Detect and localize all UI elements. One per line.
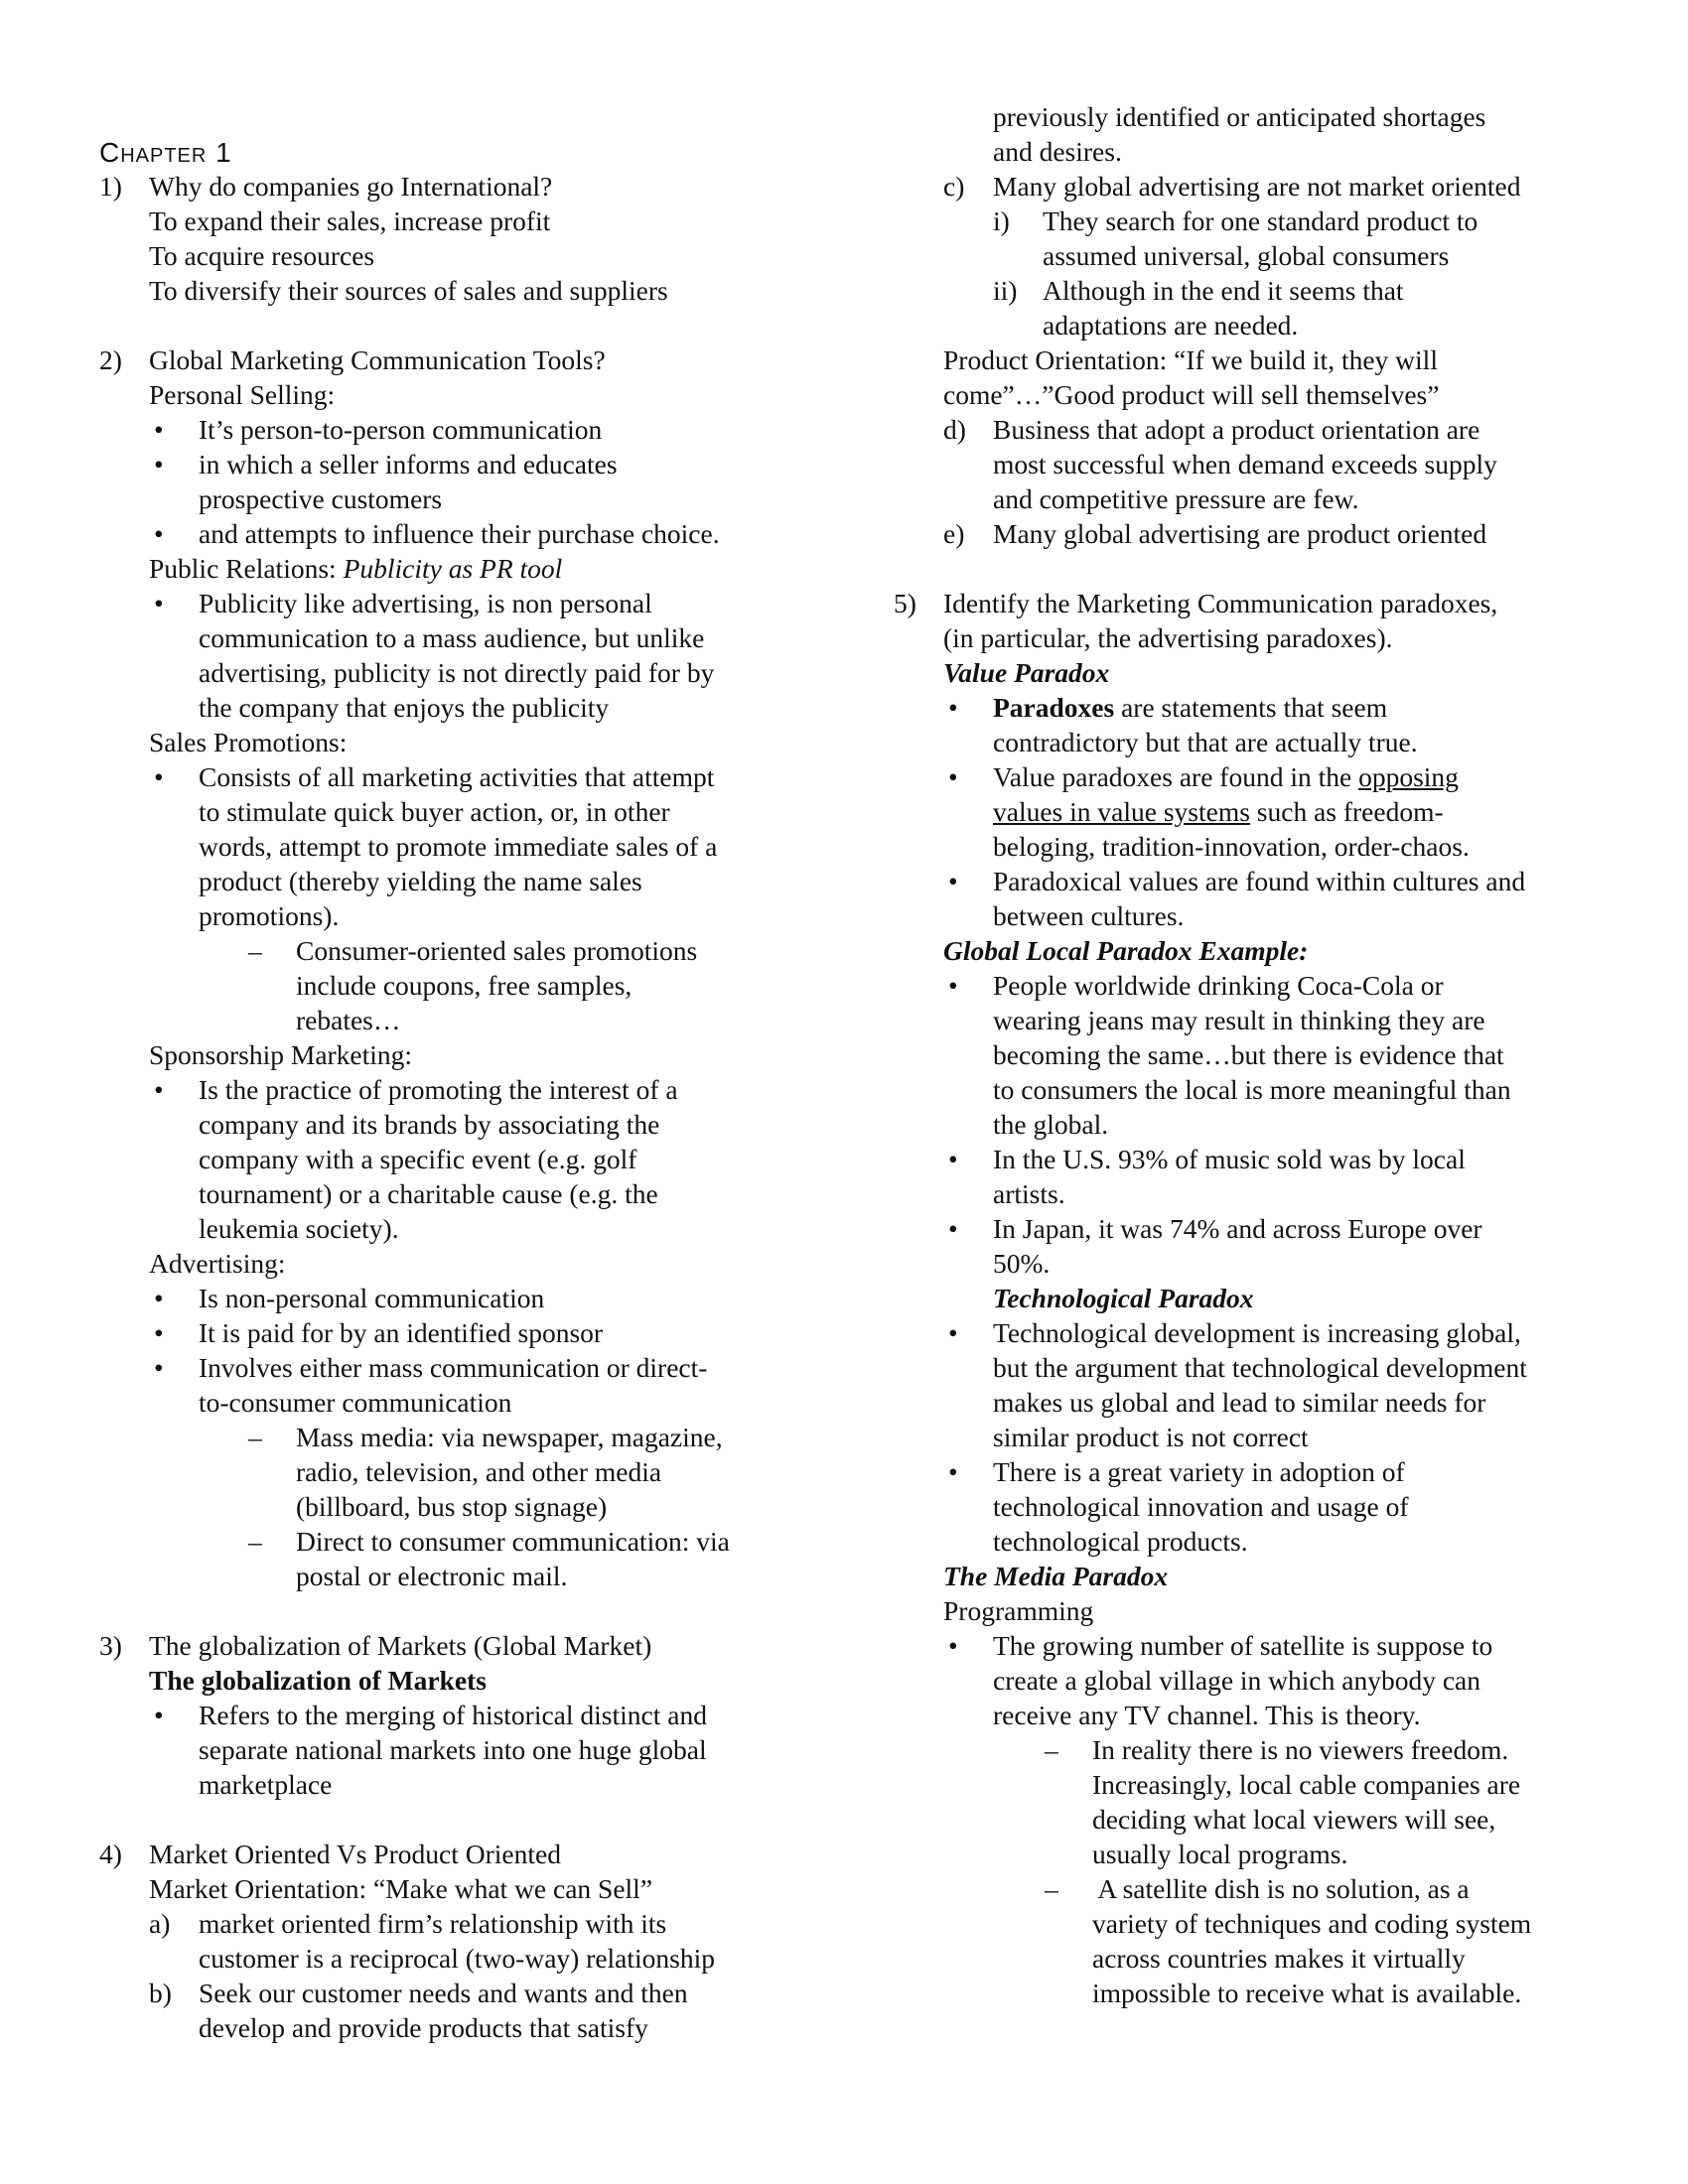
list-text: most successful when demand exceeds supply xyxy=(993,449,1497,479)
dash: – xyxy=(248,1526,262,1557)
bullet-text: Refers to the merging of historical distinct and xyxy=(199,1700,707,1730)
value-paradox-heading: Value Paradox xyxy=(943,657,1110,688)
q5-number: 5) xyxy=(894,588,916,618)
q3-number: 3) xyxy=(99,1630,122,1661)
bullet-text: receive any TV channel. This is theory. xyxy=(993,1700,1421,1730)
q3-title: The globalization of Markets (Global Market) xyxy=(149,1630,652,1661)
bullet: • xyxy=(948,1213,958,1244)
list-text: and desires. xyxy=(993,136,1122,167)
product-orientation-line: Product Orientation: “If we build it, they will xyxy=(943,344,1438,375)
bullet-text: the company that enjoys the publicity xyxy=(199,692,610,723)
bullet-text: Paradoxical values are found within cultures and xyxy=(993,866,1526,896)
bullet-text: becoming the same…but there is evidence that xyxy=(993,1039,1504,1070)
list-marker: i) xyxy=(993,205,1010,236)
list-text: market oriented firm’s relationship with its xyxy=(199,1908,667,1939)
bullet-text: create a global village in which anybody can xyxy=(993,1665,1480,1696)
bullet-text: leukemia society). xyxy=(199,1213,399,1244)
bullet-text: in which a seller informs and educates xyxy=(199,449,618,479)
bullet-text: marketplace xyxy=(199,1769,333,1800)
bullet-text: the global. xyxy=(993,1109,1109,1140)
sub-bullet-text: usually local programs. xyxy=(1092,1839,1348,1869)
sales-promotions-heading: Sales Promotions: xyxy=(149,727,348,757)
list-text: Although in the end it seems that xyxy=(1043,275,1404,306)
list-text: Many global advertising are not market oriented xyxy=(993,171,1521,202)
bullet: • xyxy=(154,414,164,445)
bullet-text: The growing number of satellite is suppose to xyxy=(993,1630,1493,1661)
bullet-text: wearing jeans may result in thinking they are xyxy=(993,1005,1485,1035)
sub-bullet-text: rebates… xyxy=(296,1005,401,1035)
q1-line: To acquire resources xyxy=(149,240,375,271)
bullet-text: between cultures. xyxy=(993,900,1185,931)
q5-title: (in particular, the advertising paradoxes). xyxy=(943,622,1393,653)
q4-number: 4) xyxy=(99,1839,122,1869)
bullet-text: advertising, publicity is not directly paid for by xyxy=(199,657,715,688)
personal-selling-heading: Personal Selling: xyxy=(149,379,336,410)
sub-bullet-text: across countries makes it virtually xyxy=(1092,1943,1466,1974)
sub-bullet-text: In reality there is no viewers freedom. xyxy=(1092,1734,1509,1765)
bullet: • xyxy=(948,1144,958,1174)
sub-bullet-text: postal or electronic mail. xyxy=(296,1561,568,1591)
market-orientation-line: Market Orientation: “Make what we can Sell” xyxy=(149,1873,653,1904)
bullet: • xyxy=(154,518,164,549)
bullet-text: In Japan, it was 74% and across Europe over xyxy=(993,1213,1482,1244)
q1-number: 1) xyxy=(99,171,122,202)
list-marker: d) xyxy=(943,414,966,445)
list-text: They search for one standard product to xyxy=(1043,205,1478,236)
bullet: • xyxy=(154,1317,164,1348)
dash: – xyxy=(248,1422,262,1452)
bullet-text: similar product is not correct xyxy=(993,1422,1309,1452)
bullet-text: and attempts to influence their purchase choice. xyxy=(199,518,720,549)
sub-bullet-text: deciding what local viewers will see, xyxy=(1092,1804,1496,1835)
q2-number: 2) xyxy=(99,344,122,375)
bullet-text: It is paid for by an identified sponsor xyxy=(199,1317,604,1348)
media-paradox-heading: The Media Paradox xyxy=(943,1561,1169,1591)
q2-title: Global Marketing Communication Tools? xyxy=(149,344,606,375)
list-marker: c) xyxy=(943,171,965,202)
bullet-text: People worldwide drinking Coca-Cola or xyxy=(993,970,1444,1001)
chapter-heading: Chapter 1 xyxy=(99,137,232,168)
list-text: Business that adopt a product orientation are xyxy=(993,414,1480,445)
bullet-text: to consumers the local is more meaningful than xyxy=(993,1074,1511,1105)
list-text: develop and provide products that satisfy xyxy=(199,2012,648,2043)
list-text: previously identified or anticipated shortages xyxy=(993,101,1486,132)
global-local-paradox-heading: Global Local Paradox Example: xyxy=(943,935,1309,966)
sub-bullet-text: impossible to receive what is available. xyxy=(1092,1978,1522,2008)
bullet-text: Is the practice of promoting the interest of a xyxy=(199,1074,678,1105)
sponsorship-heading: Sponsorship Marketing: xyxy=(149,1039,413,1070)
sub-bullet-text: Direct to consumer communication: via xyxy=(296,1526,730,1557)
product-orientation-line: come”…”Good product will sell themselves” xyxy=(943,379,1440,410)
dash: – xyxy=(1045,1873,1058,1904)
bullet: • xyxy=(948,1630,958,1661)
list-marker: ii) xyxy=(993,275,1018,306)
sub-bullet-text: include coupons, free samples, xyxy=(296,970,633,1001)
bullet-text: prospective customers xyxy=(199,483,443,514)
list-text: Many global advertising are product oriented xyxy=(993,518,1487,549)
bullet-text: Publicity like advertising, is non personal xyxy=(199,588,652,618)
bullet-text: technological products. xyxy=(993,1526,1248,1557)
bullet-text: technological innovation and usage of xyxy=(993,1491,1409,1522)
dash: – xyxy=(1045,1734,1058,1765)
list-text: and competitive pressure are few. xyxy=(993,483,1359,514)
bullet-text: values in value systems such as freedom- xyxy=(993,796,1444,827)
list-marker: b) xyxy=(149,1978,172,2008)
public-relations-heading: Public Relations: Publicity as PR tool xyxy=(149,553,563,584)
bullet: • xyxy=(948,692,958,723)
sub-bullet-text: Increasingly, local cable companies are xyxy=(1092,1769,1521,1800)
bullet: • xyxy=(948,761,958,792)
bullet: • xyxy=(154,1352,164,1383)
bullet-text: contradictory but that are actually true. xyxy=(993,727,1418,757)
bullet: • xyxy=(948,1456,958,1487)
bullet: • xyxy=(154,1283,164,1313)
bullet-text: company with a specific event (e.g. golf xyxy=(199,1144,637,1174)
list-text: assumed universal, global consumers xyxy=(1043,240,1450,271)
bullet-text: but the argument that technological development xyxy=(993,1352,1527,1383)
bullet-text: communication to a mass audience, but unlike xyxy=(199,622,705,653)
bullet-text: product (thereby yielding the name sales xyxy=(199,866,642,896)
bullet: • xyxy=(948,866,958,896)
bullet-text: to stimulate quick buyer action, or, in other xyxy=(199,796,670,827)
list-marker: e) xyxy=(943,518,965,549)
q4-title: Market Oriented Vs Product Oriented xyxy=(149,1839,561,1869)
bullet-text: words, attempt to promote immediate sales of a xyxy=(199,831,718,862)
bullet: • xyxy=(154,1700,164,1730)
sub-bullet-text: variety of techniques and coding system xyxy=(1092,1908,1532,1939)
list-marker: a) xyxy=(149,1908,171,1939)
bullet: • xyxy=(154,761,164,792)
bullet: • xyxy=(154,588,164,618)
bullet-text: Is non-personal communication xyxy=(199,1283,545,1313)
bullet: • xyxy=(948,970,958,1001)
bullet-text: promotions). xyxy=(199,900,340,931)
bullet-text: It’s person-to-person communication xyxy=(199,414,603,445)
bullet-text: 50%. xyxy=(993,1248,1051,1279)
bullet-text: In the U.S. 93% of music sold was by local xyxy=(993,1144,1466,1174)
q1-title: Why do companies go International? xyxy=(149,171,553,202)
bullet: • xyxy=(154,1074,164,1105)
bullet-text: tournament) or a charitable cause (e.g. the xyxy=(199,1178,658,1209)
bullet-text: beloging, tradition-innovation, order-chaos. xyxy=(993,831,1470,862)
advertising-heading: Advertising: xyxy=(149,1248,286,1279)
list-text: customer is a reciprocal (two-way) relationship xyxy=(199,1943,716,1974)
sub-bullet-text: Consumer-oriented sales promotions xyxy=(296,935,698,966)
sub-bullet-text: (billboard, bus stop signage) xyxy=(296,1491,608,1522)
sub-bullet-text: Mass media: via newspaper, magazine, xyxy=(296,1422,723,1452)
programming-heading: Programming xyxy=(943,1595,1094,1626)
bullet-text: makes us global and lead to similar needs for xyxy=(993,1387,1486,1418)
bullet-text: to-consumer communication xyxy=(199,1387,512,1418)
bullet-text: Involves either mass communication or direct- xyxy=(199,1352,708,1383)
bullet-text: artists. xyxy=(993,1178,1065,1209)
bullet-text: Consists of all marketing activities that attempt xyxy=(199,761,715,792)
list-text: Seek our customer needs and wants and then xyxy=(199,1978,688,2008)
q5-title: Identify the Marketing Communication paradoxes, xyxy=(943,588,1498,618)
bullet-text: There is a great variety in adoption of xyxy=(993,1456,1405,1487)
bullet-text: Technological development is increasing global, xyxy=(993,1317,1521,1348)
bullet-text: Paradoxes are statements that seem xyxy=(993,692,1388,723)
technological-paradox-heading: Technological Paradox xyxy=(993,1283,1254,1313)
bullet: • xyxy=(154,449,164,479)
bullet: • xyxy=(948,1317,958,1348)
public-relations-subtitle: Publicity as PR tool xyxy=(343,553,563,584)
sub-bullet-text: A satellite dish is no solution, as a xyxy=(1092,1873,1470,1904)
sub-bullet-text: radio, television, and other media xyxy=(296,1456,662,1487)
bullet-text: separate national markets into one huge global xyxy=(199,1734,707,1765)
dash: – xyxy=(248,935,262,966)
q1-line: To diversify their sources of sales and suppliers xyxy=(149,275,668,306)
bullet-text: Value paradoxes are found in the opposing xyxy=(993,761,1459,792)
q3-bold-heading: The globalization of Markets xyxy=(149,1665,487,1696)
list-text: adaptations are needed. xyxy=(1043,310,1299,341)
bullet-text: company and its brands by associating the xyxy=(199,1109,660,1140)
q1-line: To expand their sales, increase profit xyxy=(149,205,551,236)
